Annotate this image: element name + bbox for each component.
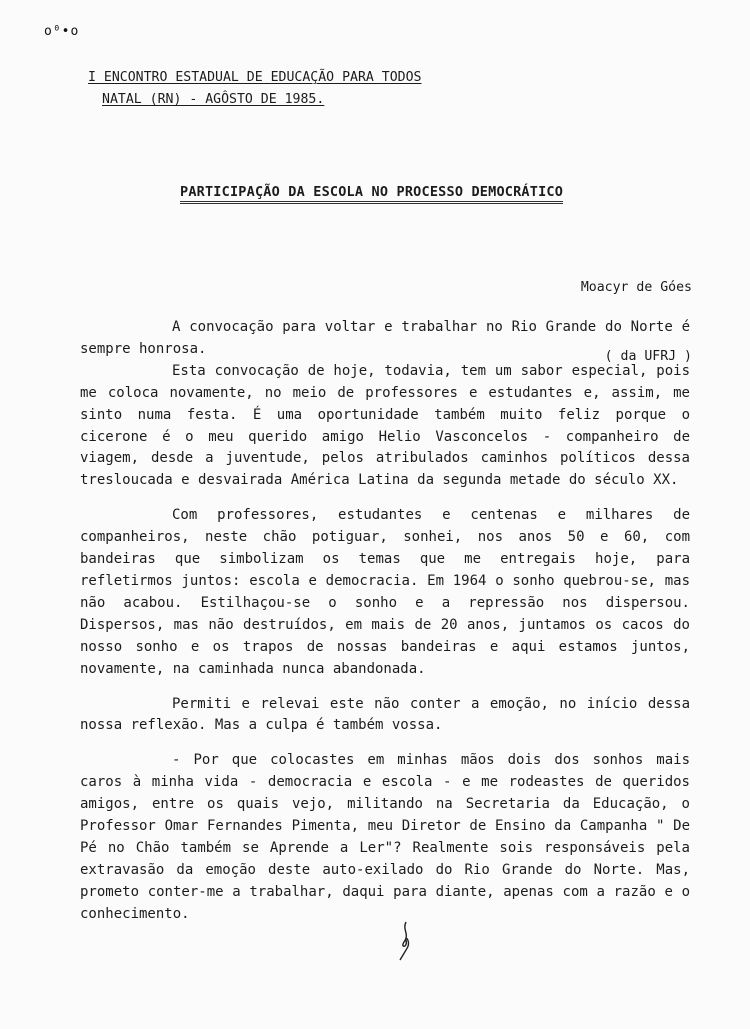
paragraph-4: Permiti e relevai este não conter a emoção, no início dessa nossa reflexão. Mas a culpa é também vossa. [80, 695, 690, 734]
handwritten-initial-mark [396, 918, 418, 962]
paragraph-1: A convocação para voltar e trabalhar no Rio Grande do Norte é sempre honrosa. [80, 319, 690, 357]
event-header-line-2: NATAL (RN) - AGÔSTO DE 1985. [102, 92, 325, 107]
paragraph-2: Esta convocação de hoje, todavia, tem um sabor especial, pois me coloca novamente, no meio de professores e estudantes e, assim, me sinto numa festa. É uma oportunidade também muito feliz porque o cicerone é o meu querido amigo Helio Vasconcelos - companheiro de viagem, desde a juventude, pelos atribulados caminhos políticos dessa tresloucada e desvairada América Latina da segunda metade do século XX. [80, 362, 690, 489]
author-affiliation: ( da UFRJ ) [604, 349, 692, 364]
event-header [88, 67, 421, 111]
document-body [80, 317, 690, 926]
paragraph-5: - Por que colocastes em minhas mãos dois dos sonhos mais caros à minha vida - democracia e escola - e me rodeastes de queridos amigos, entre os quais vejo, militando na Secretaria da Educação, o Professor Omar Fernandes Pimenta, meu Diretor de Ensino da Campanha " De Pé no Chão também se Aprende a Ler"? Realmente sois responsáveis pela extravasão da emoção deste auto-exilado do Rio Grande do Norte. Mas, prometo conter-me a trabalhar, daqui para diante, apenas com a razão e o conhecimento. [80, 752, 690, 922]
document-title: PARTICIPAÇÃO DA ESCOLA NO PROCESSO DEMOCRÁTICO [180, 184, 563, 204]
paragraph-3: Com professores, estudantes e centenas e milhares de companheiros, neste chão potiguar, sonhei, nos anos 50 e 60, com bandeiras que simbolizam os temas que me entregais hoje, para refletirmos juntos: escola e democracia. Em 1964 o sonho quebrou-se, mas não acabou. Estilhaçou-se o sonho e a repressão nos dispersou. Dispersos, mas não destruídos, em mais de 20 anos, juntamos os cacos do nosso sonho e os trapos de nossas bandeiras e aqui estamos juntos, novamente, na caminhada nunca abandonada. [80, 507, 690, 677]
author-name: Moacyr de Góes [580, 280, 692, 295]
corner-mark: o⁰•o [44, 24, 80, 39]
event-header-line-1: I ENCONTRO ESTADUAL DE EDUCAÇÃO PARA TODOS [88, 70, 422, 85]
